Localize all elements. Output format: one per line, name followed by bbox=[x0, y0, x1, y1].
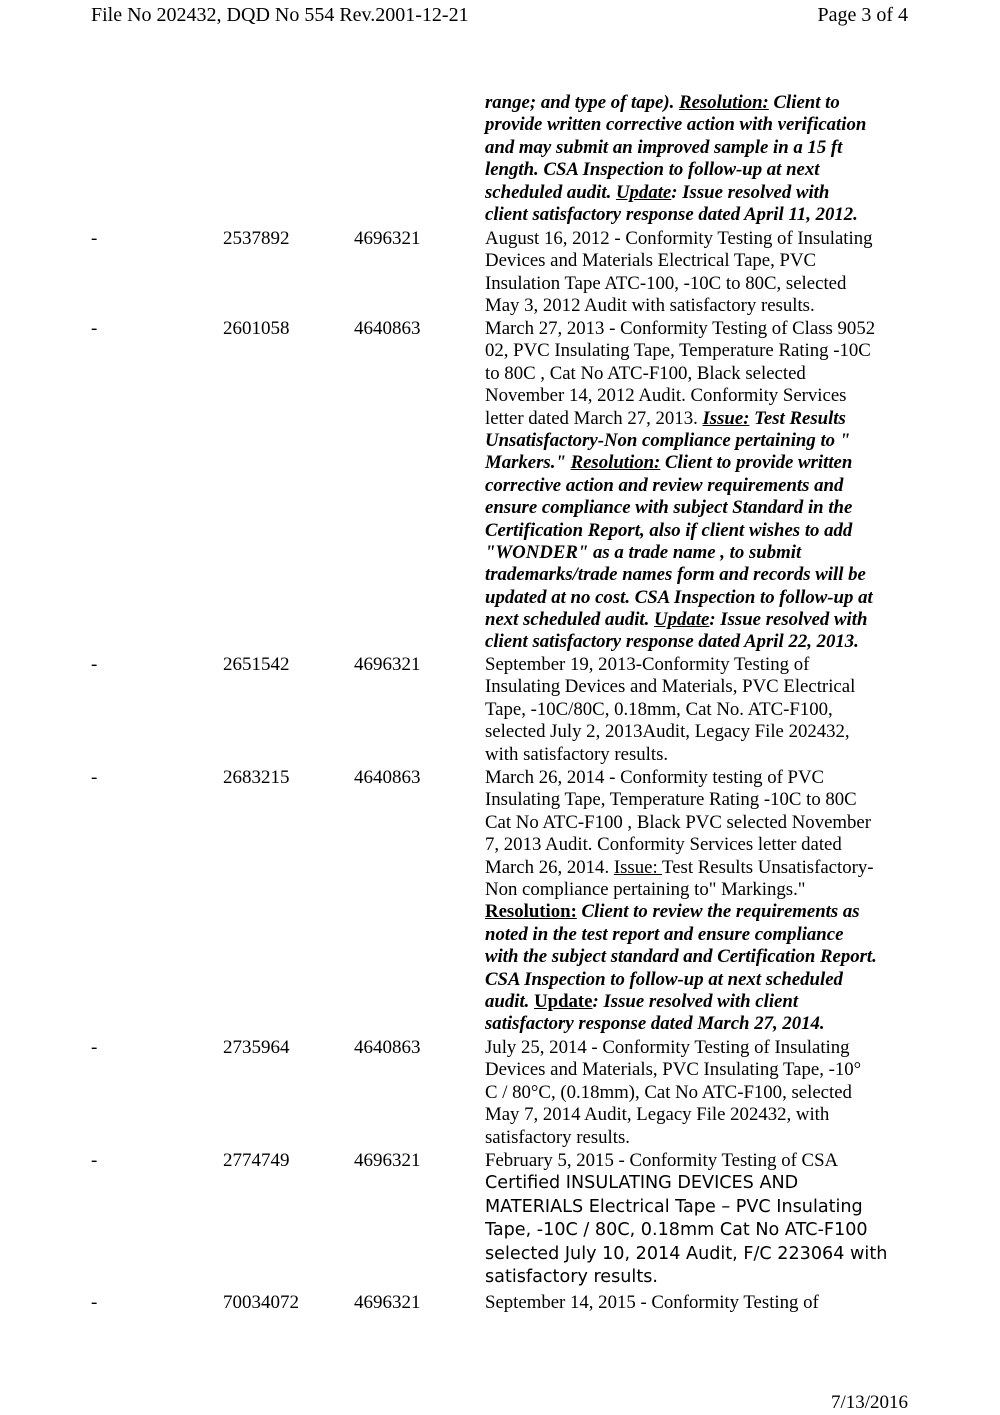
description-line bbox=[485, 137, 915, 159]
row-bullet: - bbox=[91, 654, 98, 675]
description-text: 7, 2013 Audit. Conformity Services letter dated bbox=[485, 834, 842, 856]
description-text: range; and type of tape). bbox=[485, 92, 680, 113]
description-line bbox=[485, 475, 915, 497]
description-text: to 80C , Cat No ATC-F100, Black selected bbox=[485, 362, 806, 384]
description-text: scheduled audit. bbox=[485, 181, 616, 203]
description-text: letter dated March 27, 2013. bbox=[485, 407, 703, 429]
description-text: noted in the test report and ensure compliance bbox=[485, 923, 844, 945]
description-line bbox=[485, 159, 915, 181]
description-line bbox=[485, 834, 915, 856]
header-file-reference: File No 202432, DQD No 554 Rev.2001-12-21 bbox=[91, 4, 469, 26]
description-text: : Issue resolved with bbox=[709, 609, 868, 631]
description-text: Client to provide written bbox=[660, 452, 853, 474]
description-line bbox=[485, 924, 915, 946]
description-text: Non compliance pertaining to" Markings." bbox=[485, 878, 806, 900]
description-text: Insulating Devices and Materials, PVC Electrical bbox=[485, 676, 856, 698]
description-line bbox=[485, 1082, 915, 1104]
description-text: satisfactory results. bbox=[485, 1126, 630, 1148]
description-line bbox=[485, 408, 915, 430]
master-contract-number: 4696321 bbox=[354, 1292, 421, 1313]
description-text: CSA Inspection to follow-up at next scheduled bbox=[485, 968, 843, 990]
description-text: Issue: bbox=[702, 407, 750, 429]
description-text: Devices and Materials Electrical Tape, PVC bbox=[485, 250, 817, 272]
description-line bbox=[485, 92, 915, 114]
description-text: March 26, 2014 - Conformity testing of PVC bbox=[485, 767, 825, 788]
description-text: Insulating Tape, Temperature Rating -10C to 80C bbox=[485, 789, 857, 811]
description-text: : Issue resolved with client bbox=[592, 990, 799, 1012]
description-text: MATERIALS Electrical Tape – PVC Insulating bbox=[485, 1196, 863, 1217]
description-line bbox=[485, 744, 915, 766]
row-bullet: - bbox=[91, 1150, 98, 1171]
description-text: corrective action and review requirements and bbox=[485, 474, 844, 496]
description-text: ensure compliance with subject Standard in the bbox=[485, 497, 853, 519]
description-text: Tape, -10C / 80C, 0.18mm Cat No ATC-F100 bbox=[485, 1220, 868, 1241]
entry-description bbox=[485, 767, 915, 1036]
row-bullet: - bbox=[91, 1292, 98, 1313]
description-text: updated at no cost. CSA Inspection to follow-up at bbox=[485, 586, 873, 608]
description-line bbox=[485, 1219, 915, 1243]
description-line bbox=[485, 1243, 915, 1267]
description-text: Update bbox=[654, 609, 710, 631]
description-text: Cat No ATC-F100 , Black PVC selected November bbox=[485, 811, 872, 833]
description-line bbox=[485, 901, 915, 923]
description-line bbox=[485, 385, 915, 407]
entry-description bbox=[485, 318, 915, 654]
project-number: 2774749 bbox=[223, 1150, 290, 1171]
description-text: Tape, -10C/80C, 0.18mm, Cat No. ATC-F100, bbox=[485, 698, 833, 720]
description-text: September 14, 2015 - Conformity Testing of bbox=[485, 1292, 819, 1313]
description-text: client satisfactory response dated April 11, 2012. bbox=[485, 203, 858, 225]
description-line bbox=[485, 1127, 915, 1149]
project-number: 2651542 bbox=[223, 654, 290, 675]
description-text: length. CSA Inspection to follow-up at next bbox=[485, 159, 820, 181]
description-text: August 16, 2012 - Conformity Testing of Insulating bbox=[485, 228, 873, 249]
description-text: Test Results bbox=[749, 407, 846, 429]
entry-description bbox=[485, 654, 915, 766]
description-text: C / 80°C, (0.18mm), Cat No ATC-F100, selected bbox=[485, 1081, 852, 1103]
description-text: audit. bbox=[485, 990, 535, 1012]
description-line bbox=[485, 857, 915, 879]
description-text: and may submit an improved sample in a 15 ft bbox=[485, 136, 843, 158]
description-text: September 19, 2013-Conformity Testing of bbox=[485, 654, 810, 675]
description-line bbox=[485, 1037, 915, 1059]
master-contract-number: 4640863 bbox=[354, 767, 421, 788]
description-text: trademarks/trade names form and records will be bbox=[485, 564, 866, 586]
entry-description bbox=[485, 1292, 915, 1314]
description-line bbox=[485, 564, 915, 586]
description-text: Update bbox=[615, 181, 672, 203]
project-number: 2735964 bbox=[223, 1037, 290, 1058]
description-line bbox=[485, 1104, 915, 1126]
description-text: Test Results Unsatisfactory- bbox=[662, 856, 874, 878]
description-line bbox=[485, 1196, 915, 1220]
description-line bbox=[485, 520, 915, 542]
description-line bbox=[485, 609, 915, 631]
description-text: : Issue resolved with bbox=[671, 181, 830, 203]
description-line bbox=[485, 812, 915, 834]
description-line bbox=[485, 250, 915, 272]
project-number: 2537892 bbox=[223, 228, 290, 249]
description-text: satisfactory results. bbox=[485, 1267, 658, 1288]
description-line bbox=[485, 721, 915, 743]
description-line bbox=[485, 114, 915, 136]
description-text: May 7, 2014 Audit, Legacy File 202432, with bbox=[485, 1104, 830, 1126]
description-line bbox=[485, 699, 915, 721]
description-text: July 25, 2014 - Conformity Testing of Insulating bbox=[485, 1037, 850, 1058]
description-line bbox=[485, 340, 915, 362]
description-text: Certified INSULATING DEVICES AND bbox=[485, 1173, 799, 1194]
description-text: provide written corrective action with verification bbox=[485, 114, 867, 136]
master-contract-number: 4640863 bbox=[354, 1037, 421, 1058]
footer-date: 7/13/2016 bbox=[830, 1392, 908, 1413]
description-text: May 3, 2012 Audit with satisfactory results. bbox=[485, 295, 815, 317]
master-contract-number: 4696321 bbox=[354, 1150, 421, 1171]
description-text: March 26, 2014. bbox=[485, 856, 614, 878]
description-line bbox=[485, 676, 915, 698]
row-bullet: - bbox=[91, 228, 98, 249]
row-bullet: - bbox=[91, 1037, 98, 1058]
description-text: selected July 10, 2014 Audit, F/C 223064 with bbox=[485, 1243, 888, 1264]
description-text: satisfactory response dated March 27, 2014. bbox=[485, 1013, 825, 1035]
description-line bbox=[485, 1150, 915, 1172]
project-number: 70034072 bbox=[223, 1292, 299, 1313]
description-line bbox=[485, 1059, 915, 1081]
description-line bbox=[485, 497, 915, 519]
description-text: Update bbox=[534, 990, 593, 1012]
description-line bbox=[485, 946, 915, 968]
header-page-number: Page 3 of 4 bbox=[817, 4, 908, 26]
description-text: Resolution: bbox=[679, 92, 769, 113]
row-bullet: - bbox=[91, 767, 98, 788]
description-text: 02, PVC Insulating Tape, Temperature Rating -10C bbox=[485, 340, 871, 362]
description-text: Resolution: bbox=[485, 901, 577, 923]
master-contract-number: 4696321 bbox=[354, 654, 421, 675]
description-text: with the subject standard and Certification Report. bbox=[485, 946, 877, 968]
description-line bbox=[485, 318, 915, 340]
description-text: Certification Report, also if client wishes to add bbox=[485, 519, 853, 541]
description-text: Insulation Tape ATC-100, -10C to 80C, selected bbox=[485, 272, 847, 294]
description-line bbox=[485, 295, 915, 317]
description-line bbox=[485, 1266, 915, 1290]
description-line bbox=[485, 991, 915, 1013]
description-line bbox=[485, 879, 915, 901]
description-text: February 5, 2015 - Conformity Testing of CSA bbox=[485, 1150, 839, 1171]
description-line bbox=[485, 1013, 915, 1035]
description-text: "WONDER" as a trade name , to submit bbox=[485, 541, 802, 563]
description-line bbox=[485, 654, 915, 676]
description-line bbox=[485, 789, 915, 811]
entry-description bbox=[485, 1037, 915, 1149]
project-number: 2683215 bbox=[223, 767, 290, 788]
description-text: Client to review the requirements as bbox=[576, 901, 860, 923]
description-line bbox=[485, 182, 915, 204]
description-text: client satisfactory response dated April 22, 2013. bbox=[485, 631, 859, 653]
description-text: Issue: bbox=[613, 856, 663, 878]
description-line bbox=[485, 542, 915, 564]
description-line bbox=[485, 631, 915, 653]
description-line bbox=[485, 1292, 915, 1314]
description-text: with satisfactory results. bbox=[485, 743, 669, 765]
description-text: Markers." bbox=[485, 452, 571, 474]
description-line bbox=[485, 273, 915, 295]
row-bullet: - bbox=[91, 318, 98, 339]
description-text: Unsatisfactory-Non compliance pertaining to " bbox=[485, 429, 851, 451]
description-text: November 14, 2012 Audit. Conformity Services bbox=[485, 385, 847, 407]
description-text: selected July 2, 2013Audit, Legacy File 202432, bbox=[485, 721, 850, 743]
description-line bbox=[485, 1172, 915, 1196]
continuation-description bbox=[485, 92, 915, 226]
project-number: 2601058 bbox=[223, 318, 290, 339]
description-line bbox=[485, 204, 915, 226]
description-line bbox=[485, 767, 915, 789]
entry-description bbox=[485, 1150, 915, 1290]
entry-description bbox=[485, 228, 915, 318]
description-text: next scheduled audit. bbox=[485, 609, 655, 631]
description-text: Resolution: bbox=[570, 452, 661, 474]
master-contract-number: 4640863 bbox=[354, 318, 421, 339]
description-line bbox=[485, 587, 915, 609]
master-contract-number: 4696321 bbox=[354, 228, 421, 249]
description-text: Devices and Materials, PVC Insulating Tape, -10° bbox=[485, 1059, 862, 1081]
description-text: Client to bbox=[768, 92, 840, 113]
description-line bbox=[485, 430, 915, 452]
description-line bbox=[485, 452, 915, 474]
description-line bbox=[485, 969, 915, 991]
description-line bbox=[485, 228, 915, 250]
description-line bbox=[485, 363, 915, 385]
description-text: March 27, 2013 - Conformity Testing of Class 9052 bbox=[485, 318, 876, 339]
